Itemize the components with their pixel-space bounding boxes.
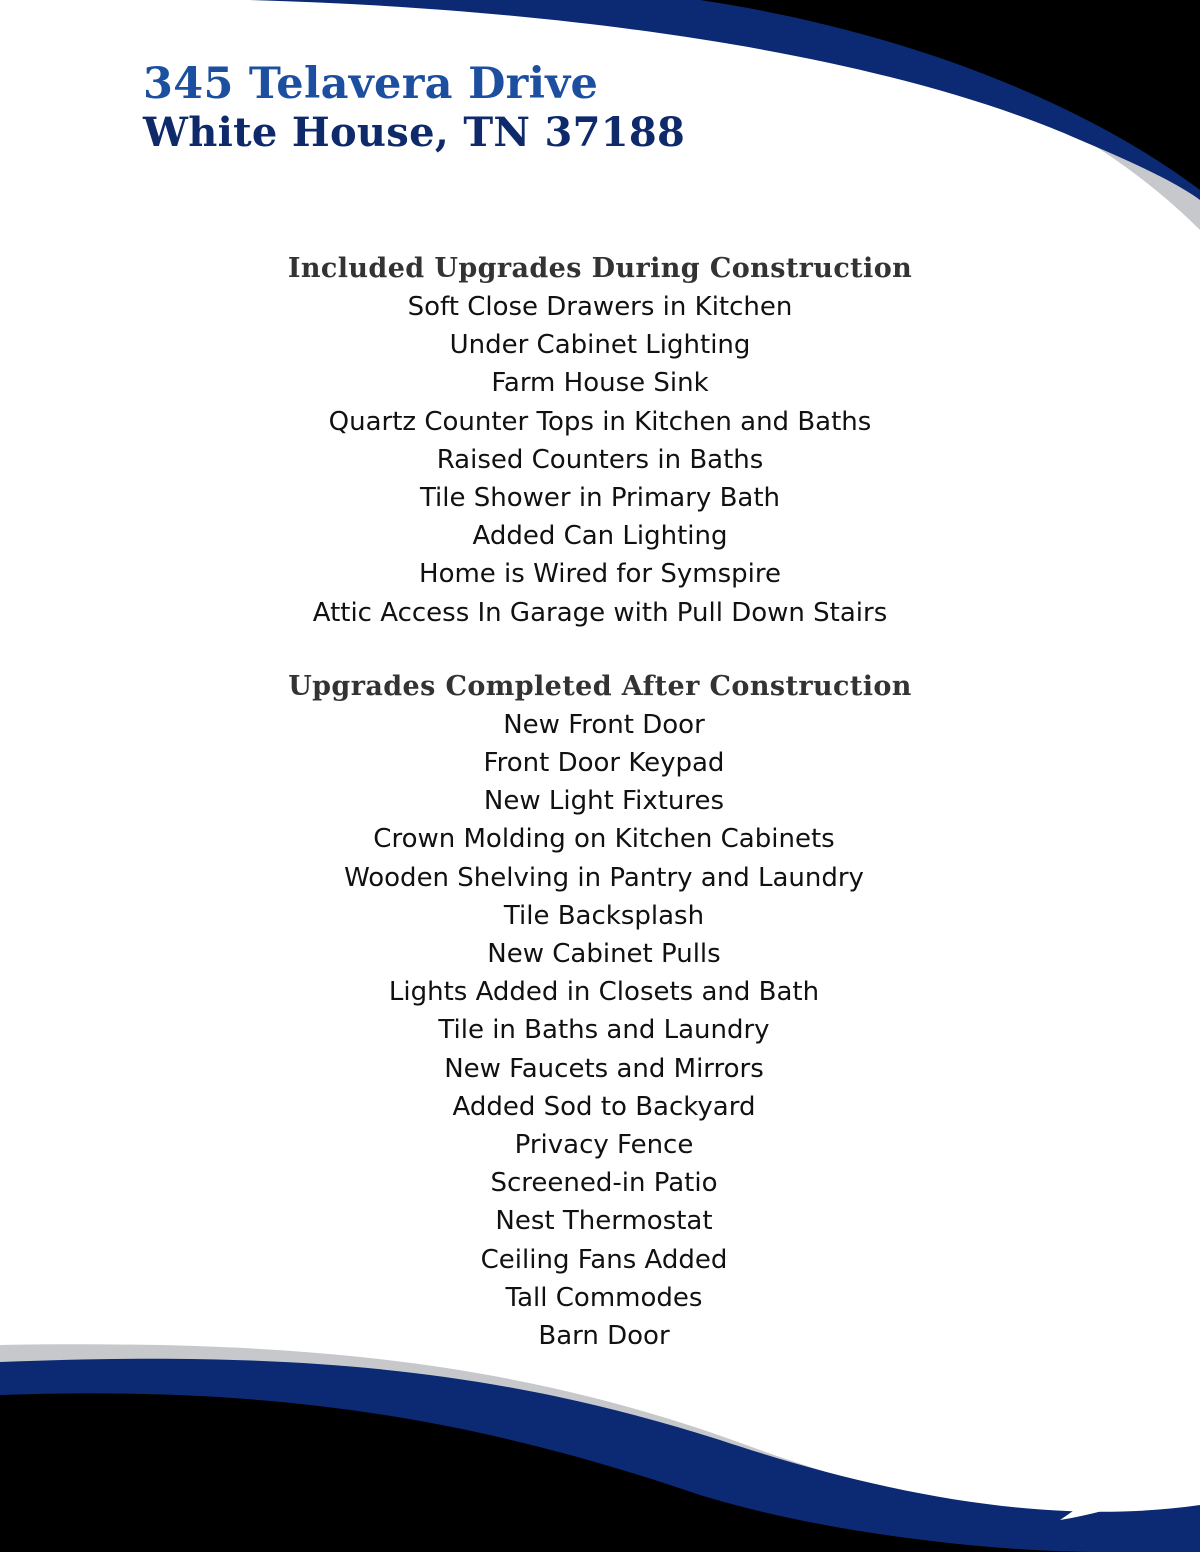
included-upgrades-list bbox=[0, 288, 1200, 632]
list-item: Added Can Lighting bbox=[472, 521, 728, 552]
list-item: Raised Counters in Baths bbox=[436, 444, 764, 475]
list-item: Nest Thermostat bbox=[495, 1206, 713, 1237]
after-construction-upgrades-list bbox=[0, 706, 1200, 1355]
list-item: Screened-in Patio bbox=[490, 1168, 718, 1199]
list-item: Farm House Sink bbox=[491, 368, 709, 399]
list-item: Soft Close Drawers in Kitchen bbox=[407, 292, 793, 322]
list-item: Privacy Fence bbox=[514, 1130, 694, 1161]
address-city-state-zip: White House, TN 37188 bbox=[143, 109, 686, 156]
list-item: Wooden Shelving in Pantry and Laundry bbox=[344, 862, 864, 893]
list-item: New Light Fixtures bbox=[483, 786, 725, 817]
list-item: Ceiling Fans Added bbox=[480, 1244, 728, 1275]
section-heading-after-construction: Upgrades Completed After Construction bbox=[288, 670, 912, 702]
section-included-upgrades bbox=[0, 250, 1200, 632]
list-item: Tile Backsplash bbox=[503, 900, 705, 931]
list-item: Crown Molding on Kitchen Cabinets bbox=[373, 824, 835, 855]
list-item: Quartz Counter Tops in Kitchen and Baths bbox=[328, 406, 872, 437]
property-address-header bbox=[143, 58, 685, 156]
list-item: Added Sod to Backyard bbox=[452, 1091, 756, 1122]
list-item: Tile in Baths and Laundry bbox=[438, 1015, 770, 1046]
list-item: New Faucets and Mirrors bbox=[444, 1053, 764, 1084]
list-item: Lights Added in Closets and Bath bbox=[388, 977, 820, 1008]
list-item: Front Door Keypad bbox=[483, 748, 725, 779]
list-item: New Front Door bbox=[503, 709, 705, 740]
address-street: 345 Telavera Drive bbox=[143, 59, 599, 109]
list-item: Tile Shower in Primary Bath bbox=[419, 483, 781, 514]
list-item: Barn Door bbox=[538, 1321, 670, 1352]
list-item: New Cabinet Pulls bbox=[487, 939, 721, 970]
upgrades-content bbox=[0, 250, 1200, 1355]
list-item: Tall Commodes bbox=[505, 1282, 703, 1313]
bottom-right-wave-white bbox=[1060, 1350, 1200, 1520]
list-item: Attic Access In Garage with Pull Down Stairs bbox=[312, 597, 888, 628]
section-heading-included: Included Upgrades During Construction bbox=[287, 253, 913, 284]
list-item: Under Cabinet Lighting bbox=[449, 330, 751, 361]
section-after-construction-upgrades bbox=[0, 668, 1200, 1355]
list-item: Home is Wired for Symspire bbox=[419, 559, 781, 590]
